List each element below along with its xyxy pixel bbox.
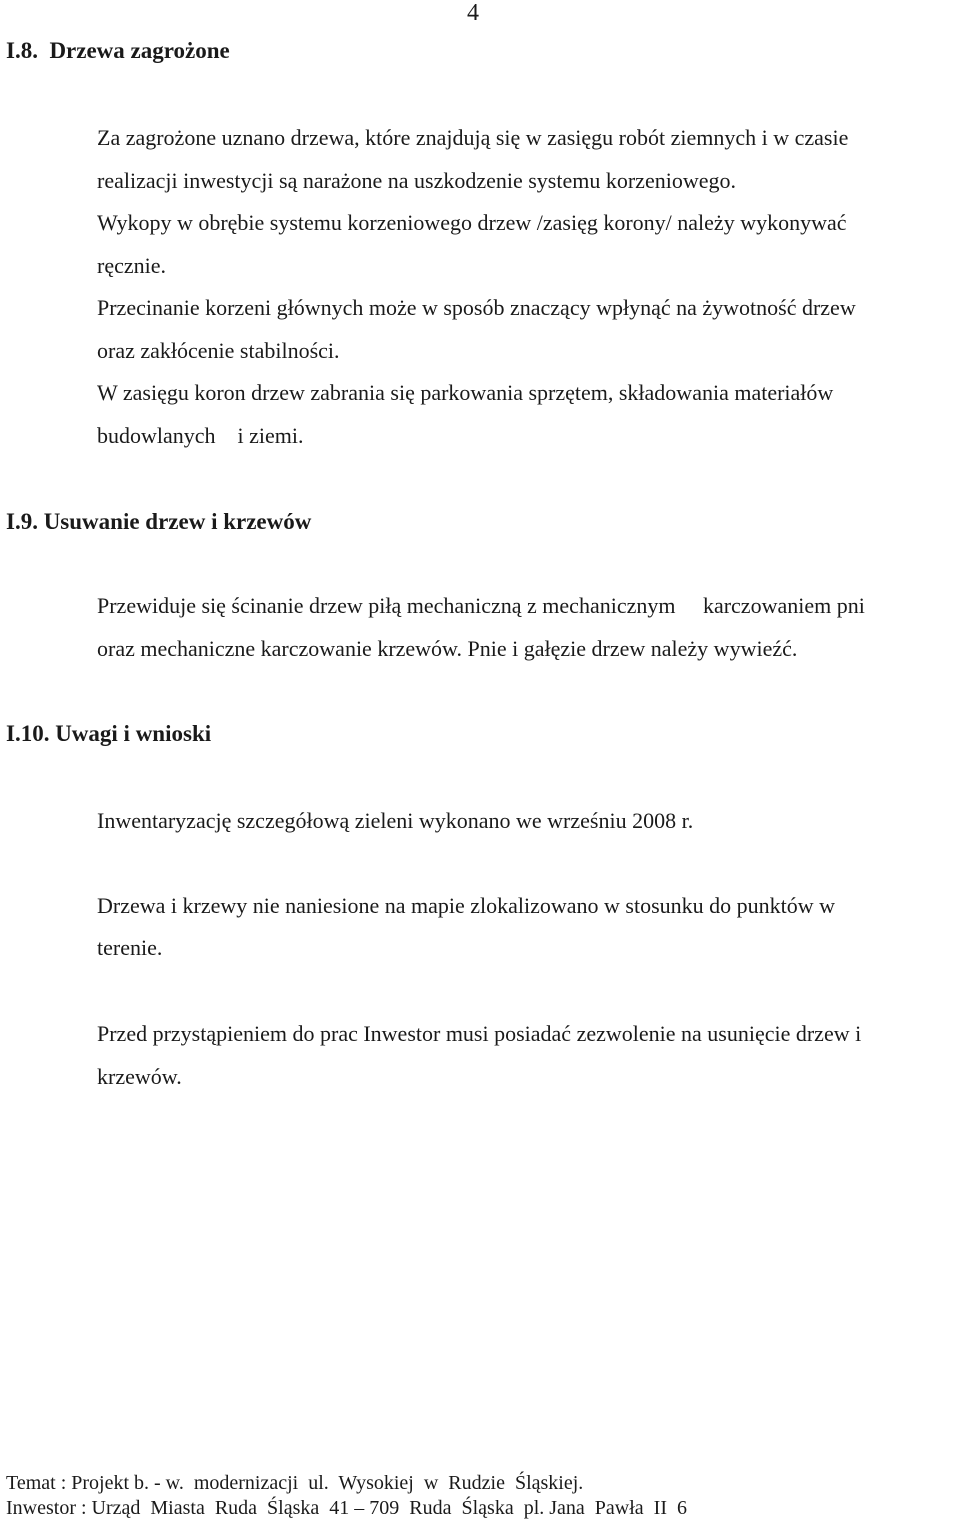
paragraph-line: Drzewa i krzewy nie naniesione na mapie zlokalizowano w stosunku do punktów w [97,893,836,918]
footer-topic: Temat : Projekt b. - w. modernizacji ul. Wysokiej w Rudzie Śląskiej. [6,1472,584,1494]
footer-investor: Inwestor : Urząd Miasta Ruda Śląska 41 – 709 Ruda Śląska pl. Jana Pawła II 6 [6,1497,687,1519]
paragraph-line: ręcznie. [97,253,166,278]
paragraph-line: Przed przystąpieniem do prac Inwestor musi posiadać zezwolenie na usunięcie drzew i [97,1021,862,1046]
paragraph-line: Wykopy w obrębie systemu korzeniowego drzew /zasięg korony/ należy wykonywać [97,210,847,235]
paragraph-line: oraz mechaniczne karczowanie krzewów. Pnie i gałęzie drzew należy wywieźć. [97,636,798,661]
paragraph-line: Przecinanie korzeni głównych może w sposób znaczący wpłynąć na żywotność drzew [97,295,856,320]
paragraph-line: terenie. [97,935,163,960]
paragraph-line: krzewów. [97,1064,182,1089]
paragraph-line: realizacji inwestycji są narażone na uszkodzenie systemu korzeniowego. [97,168,736,193]
paragraph-line: Przewiduje się ścinanie drzew piłą mechaniczną z mechanicznym karczowaniem pni [97,593,865,618]
section-heading-i10: I.10. Uwagi i wnioski [6,721,212,746]
paragraph-line: Za zagrożone uznano drzewa, które znajdują się w zasięgu robót ziemnych i w czasie [97,125,849,150]
section-heading-i8: I.8. Drzewa zagrożone [6,38,230,63]
section-heading-i9: I.9. Usuwanie drzew i krzewów [6,509,312,534]
paragraph-line: budowlanych i ziemi. [97,423,304,448]
page-number: 4 [467,0,479,26]
paragraph-line: Inwentaryzację szczegółową zieleni wykonano we wrześniu 2008 r. [97,808,694,833]
paragraph-line: W zasięgu koron drzew zabrania się parkowania sprzętem, składowania materiałów [97,380,834,405]
paragraph-line: oraz zakłócenie stabilności. [97,338,340,363]
